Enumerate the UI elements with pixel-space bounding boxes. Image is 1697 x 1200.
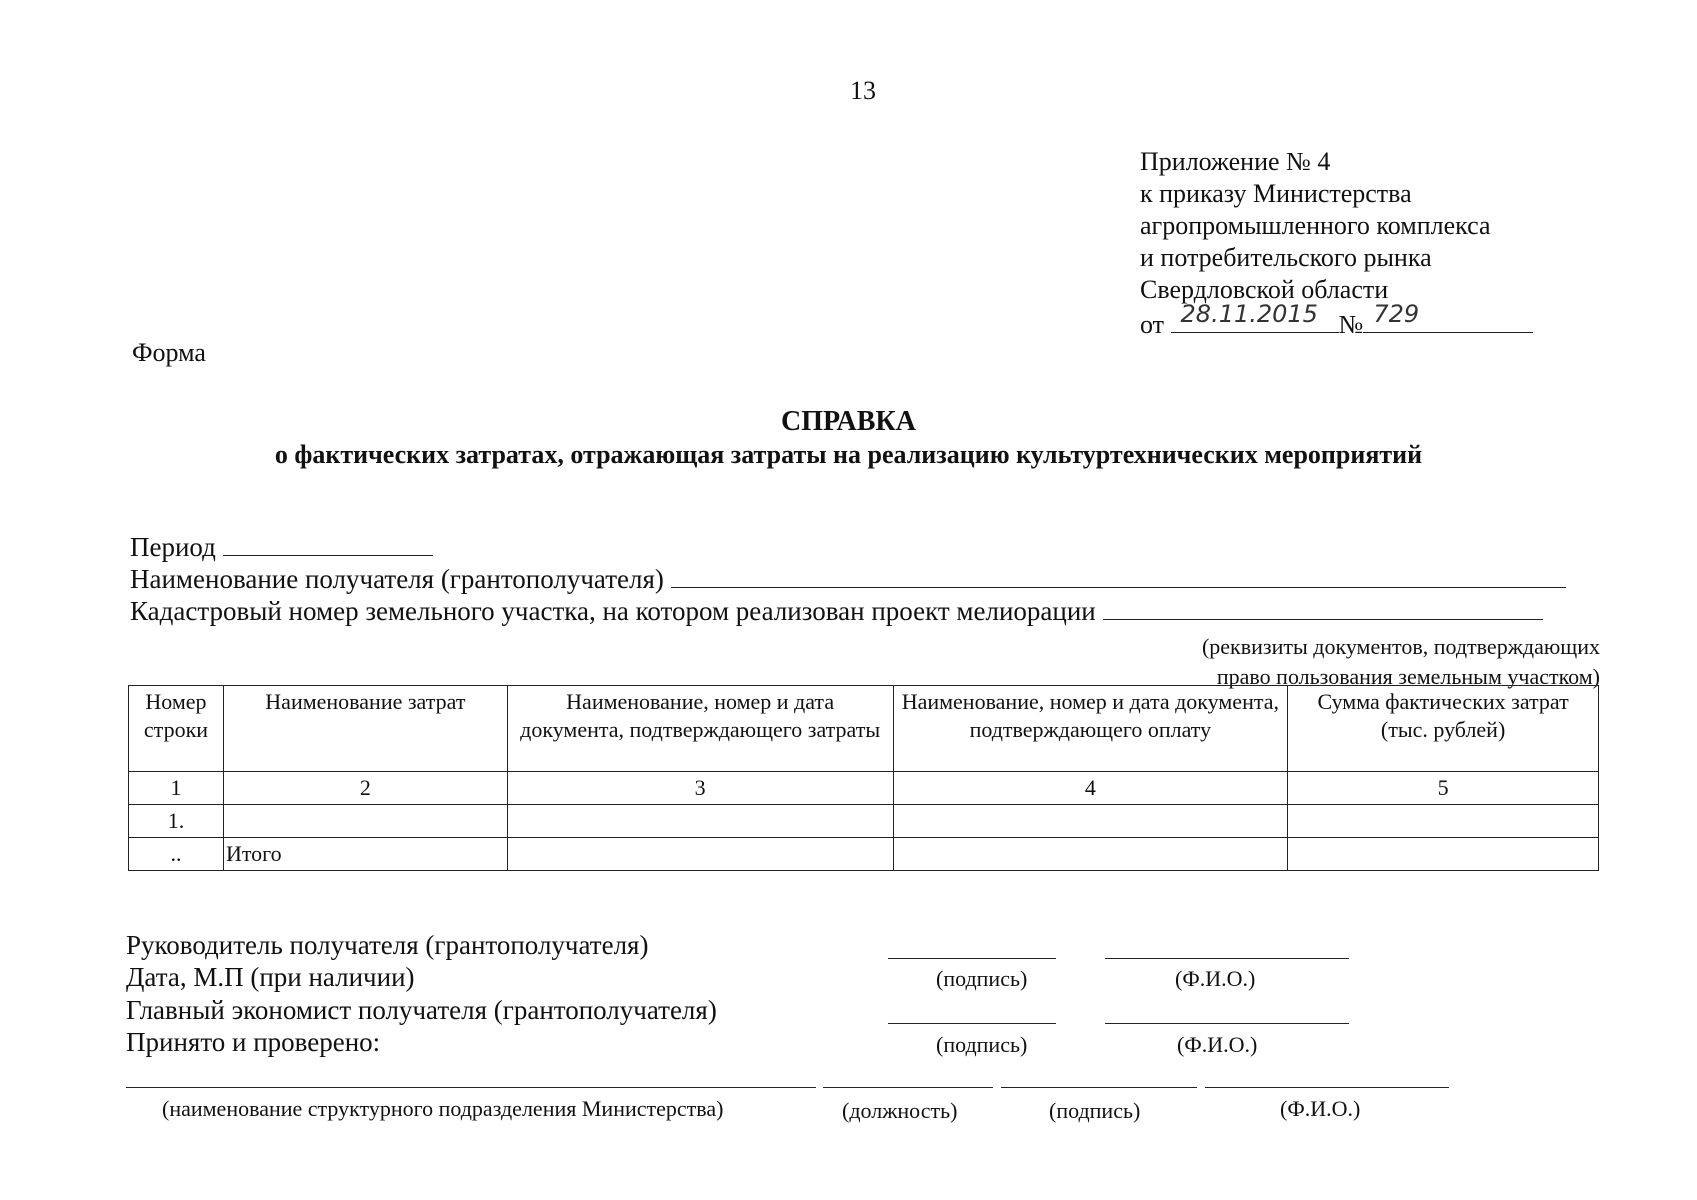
recipient-label: Наименование получателя (грантополучателя) [130, 564, 664, 594]
order-number-handwritten: 729 [1373, 300, 1420, 328]
signature-caption: (подпись) [936, 966, 1028, 991]
page-number: 13 [850, 76, 876, 105]
table-cell [893, 838, 1288, 871]
table-cell [507, 838, 893, 871]
appendix-line: Свердловской области [1140, 275, 1389, 304]
cadastral-blank [1103, 597, 1543, 620]
period-label: Период [130, 532, 216, 562]
cadastral-note-line: (реквизиты документов, подтверждающих [1201, 634, 1600, 659]
table-row [129, 838, 1599, 871]
table-cell-total-label: Итого [223, 838, 507, 871]
table-cell: 1. [129, 805, 224, 838]
document-subtitle: о фактических затратах, отражающая затраты на реализацию культуртехнических мероприятий [274, 440, 1423, 469]
table-cell [1288, 838, 1599, 871]
cadastral-label: Кадастровый номер земельного участка, на котором реализован проект мелиорации [130, 596, 1096, 626]
form-label: Форма [132, 338, 206, 367]
table-cell [223, 805, 507, 838]
period-blank [223, 533, 433, 556]
recipient-field [130, 564, 1566, 595]
table-numbering-row [129, 772, 1599, 805]
appendix-block [1140, 146, 1533, 341]
signature-caption: (подпись) [936, 1032, 1028, 1057]
fio-caption: (Ф.И.О.) [1175, 966, 1256, 991]
cadastral-field [130, 596, 1543, 627]
economist-label: Главный экономист получателя (грантополучателя) [126, 995, 717, 1025]
fio-caption: (Ф.И.О.) [1177, 1032, 1258, 1057]
table-cell [1288, 805, 1599, 838]
order-number-field [1363, 300, 1533, 333]
date-label: Дата, М.П (при наличии) [126, 962, 415, 992]
costs-table [128, 685, 1599, 871]
economist-fio-line [1105, 1023, 1349, 1024]
division-caption: (наименование структурного подразделения Министерства) [162, 1096, 724, 1121]
column-number: 3 [507, 772, 893, 805]
cadastral-note [1140, 632, 1600, 692]
appendix-line: агропромышленного комплекса [1140, 211, 1491, 240]
from-label: от [1140, 310, 1165, 339]
table-cell: .. [129, 838, 224, 871]
recipient-blank [671, 565, 1566, 588]
head-fio-line [1105, 958, 1349, 959]
header-cell: Наименование затрат [223, 686, 507, 772]
header-cell: Номер строки [129, 686, 224, 772]
accepted-label: Принято и проверено: [126, 1027, 381, 1057]
appendix-line: к приказу Министерства [1140, 179, 1412, 208]
head-signature-line [888, 958, 1056, 959]
position-caption: (должность) [842, 1098, 958, 1123]
header-cell: Наименование, номер и дата документа, подтверждающего оплату [893, 686, 1288, 772]
table-cell [893, 805, 1288, 838]
header-cell: Наименование, номер и дата документа, подтверждающего затраты [507, 686, 893, 772]
fio-caption: (Ф.И.О.) [1280, 1096, 1361, 1121]
document-title: СПРАВКА [781, 406, 916, 437]
period-field [130, 532, 433, 563]
head-label: Руководитель получателя (грантополучателя) [126, 930, 649, 960]
cadastral-note-line: право пользования земельным участком) [1216, 664, 1600, 689]
order-date-field [1171, 300, 1339, 333]
column-number: 2 [223, 772, 507, 805]
division-line [126, 1087, 816, 1088]
appendix-line: и потребительского рынка [1140, 243, 1432, 272]
acceptor-signature-line [1001, 1087, 1197, 1088]
table-row [129, 805, 1599, 838]
order-date-line [1140, 300, 1533, 341]
appendix-line: Приложение № 4 [1140, 147, 1331, 176]
column-number: 1 [129, 772, 224, 805]
signature-caption: (подпись) [1049, 1098, 1141, 1123]
order-date-handwritten: 28.11.2015 [1180, 300, 1318, 328]
economist-signature-line [888, 1023, 1056, 1024]
column-number: 5 [1288, 772, 1599, 805]
header-cell: Сумма фактических затрат (тыс. рублей) [1288, 686, 1599, 772]
table-cell [507, 805, 893, 838]
number-label: № [1338, 310, 1364, 339]
position-line [823, 1087, 993, 1088]
column-number: 4 [893, 772, 1288, 805]
table-header-row [129, 686, 1599, 772]
acceptor-fio-line [1205, 1087, 1449, 1088]
